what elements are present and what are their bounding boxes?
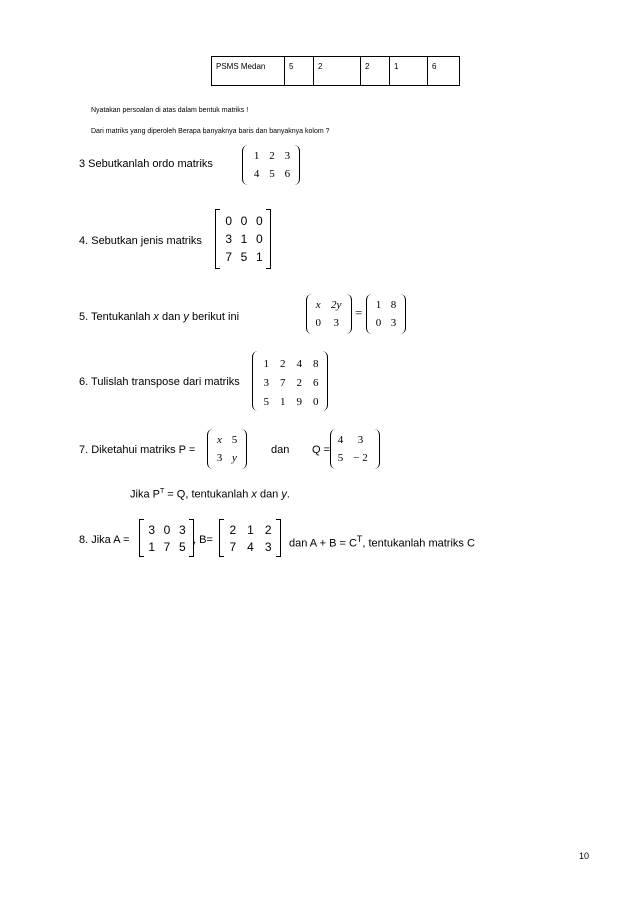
- q8-text-after: [289, 534, 475, 550]
- matrix-cell: 5: [178, 539, 186, 554]
- matrix-cell: 8: [313, 357, 319, 370]
- q7-q-label: Q =: [312, 444, 331, 456]
- question-4-text: 4. Sebutkan jenis matriks: [79, 235, 202, 247]
- q8-text-after-main: dan A + B = C: [289, 537, 357, 550]
- data-table: [211, 56, 460, 86]
- q8-sup: T: [356, 534, 363, 544]
- matrix-cell: 4: [337, 434, 344, 446]
- matrix-cell: 3: [178, 522, 186, 537]
- q7-condition: [130, 488, 290, 501]
- matrix-cell: 9: [296, 395, 302, 408]
- matrix-cell: x: [217, 434, 222, 446]
- matrix-cell: 1: [247, 522, 254, 537]
- matrix-cell: 1: [240, 232, 248, 246]
- matrix-cell: 0: [240, 214, 248, 228]
- table-cell: 2: [361, 57, 390, 86]
- matrix-cell: 0: [313, 395, 319, 408]
- matrix-cell: 2y: [331, 299, 342, 311]
- table-row: [212, 57, 460, 86]
- table-cell: 1: [390, 57, 428, 86]
- matrix-cell: 3: [357, 434, 364, 446]
- q7-cond-sup: T: [159, 488, 165, 495]
- q6-matrix: [252, 351, 328, 411]
- matrix-cell: 1: [263, 357, 269, 370]
- matrix-cell: 3: [225, 232, 232, 246]
- matrix-cell: 0: [163, 522, 171, 537]
- matrix-cell: 0: [255, 214, 263, 228]
- matrix-cell: 1: [280, 395, 286, 408]
- q7-cond-mid: = Q, tentukanlah: [164, 488, 252, 501]
- matrix-cell: 2: [264, 522, 272, 537]
- matrix-cell: 5: [337, 452, 344, 464]
- matrix-cell: 1: [375, 299, 382, 311]
- matrix-cell: 0: [255, 232, 263, 246]
- matrix-cell: 3: [148, 522, 155, 537]
- q5-text-after: berikut ini: [188, 311, 240, 323]
- matrix-cell: 8: [390, 299, 397, 311]
- matrix-cell: 1: [253, 150, 260, 162]
- q5-var-y: y: [183, 311, 189, 323]
- matrix-cell: − 2: [353, 452, 368, 464]
- q5-text-mid: dan: [158, 311, 184, 323]
- q8-matrix-b: [219, 519, 281, 557]
- q3-matrix: [242, 145, 300, 185]
- matrix-cell: 7: [280, 376, 286, 389]
- q4-matrix: [215, 209, 271, 269]
- question-3-text: 3 Sebutkanlah ordo matriks: [79, 158, 213, 170]
- question-7-text: 7. Diketahui matriks P =: [79, 444, 196, 456]
- matrix-cell: 3: [333, 317, 339, 329]
- q7-dan: dan: [271, 444, 290, 456]
- q5-var-x: x: [153, 311, 159, 323]
- q8-matrix-a: [139, 519, 194, 557]
- q8-text-end: , tentukanlah matriks C: [362, 537, 475, 550]
- table-cell: 6: [428, 57, 460, 86]
- instruction-line-1: Nyatakan persoalan di atas dalam bentuk matriks !: [91, 107, 249, 114]
- matrix-cell: 2: [296, 376, 302, 389]
- matrix-cell: 2: [229, 522, 237, 537]
- question-5-text: [79, 311, 239, 323]
- page-number: 10: [579, 851, 590, 861]
- matrix-cell: 3: [390, 317, 397, 329]
- matrix-cell: 1: [148, 539, 155, 554]
- matrix-cell: 1: [255, 250, 263, 264]
- matrix-cell: 5: [269, 168, 275, 180]
- instruction-line-2: Dari matriks yang diperoleh Berapa banyaknya baris dan banyaknya kolom ?: [91, 128, 330, 135]
- matrix-cell: 3: [264, 539, 272, 554]
- matrix-cell: 7: [225, 250, 232, 264]
- q5-equals: =: [355, 305, 363, 320]
- matrix-cell: 2: [269, 150, 275, 162]
- question-8-text: 8. Jika A =: [79, 534, 130, 546]
- q7-cond-x: x: [251, 488, 257, 501]
- q7-cond-prefix: Jika P: [130, 488, 160, 501]
- matrix-cell: 7: [163, 539, 171, 554]
- matrix-cell: 5: [231, 434, 238, 446]
- q7-cond-dan: dan: [256, 488, 282, 501]
- q5-text-before: 5. Tentukanlah: [79, 311, 154, 323]
- matrix-cell: 7: [229, 539, 237, 554]
- matrix-cell: 4: [247, 539, 254, 554]
- q7-matrix-p: [207, 429, 247, 469]
- matrix-cell: 0: [315, 317, 321, 329]
- question-6-text: 6. Tulislah transpose dari matriks: [79, 376, 240, 388]
- q5-matrix-left: [306, 294, 352, 334]
- matrix-cell: 0: [375, 317, 382, 329]
- matrix-cell: 5: [263, 395, 269, 408]
- q7-matrix-q: [330, 429, 380, 469]
- matrix-cell: 2: [280, 357, 286, 370]
- q5-matrix-right: [366, 294, 406, 334]
- matrix-cell: 4: [296, 357, 302, 370]
- matrix-cell: x: [315, 299, 321, 311]
- matrix-cell: 3: [216, 452, 223, 464]
- table-cell: 2: [314, 57, 361, 86]
- q8-b-label: , B=: [193, 534, 213, 546]
- table-cell: 5: [285, 57, 314, 86]
- matrix-cell: y: [232, 452, 237, 464]
- matrix-cell: 0: [225, 214, 232, 228]
- q7-cond-end: .: [286, 488, 290, 501]
- matrix-cell: 6: [284, 168, 291, 180]
- table-cell: PSMS Medan: [212, 57, 285, 86]
- matrix-cell: 4: [253, 168, 260, 180]
- q7-cond-y: y: [281, 488, 287, 501]
- matrix-cell: 3: [284, 150, 291, 162]
- matrix-cell: 6: [313, 376, 319, 389]
- matrix-cell: 5: [240, 250, 248, 264]
- matrix-cell: 3: [263, 376, 269, 389]
